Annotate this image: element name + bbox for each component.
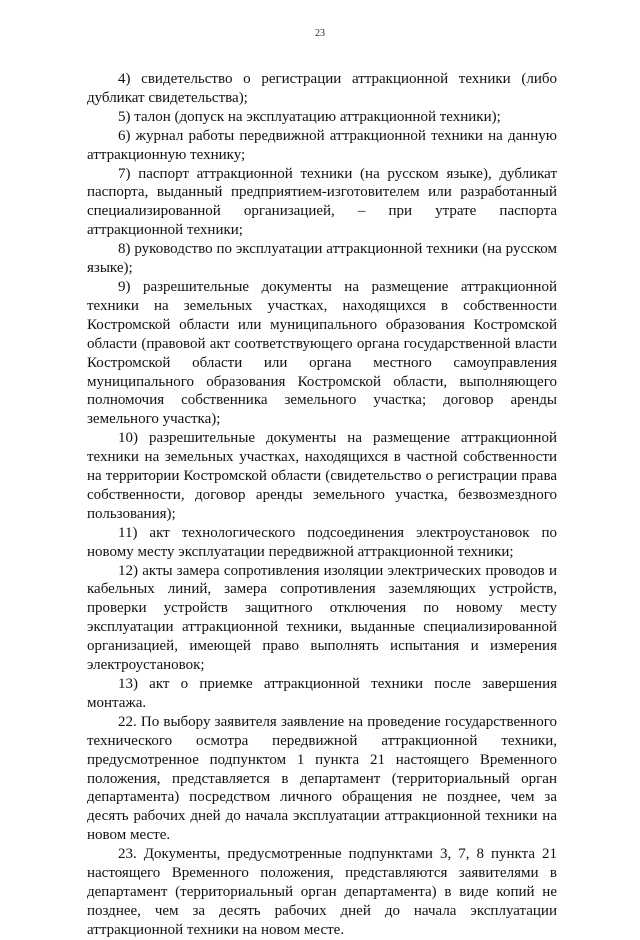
list-item-5-coupon: 5) талон (допуск на эксплуатацию аттракционной техники); <box>118 108 501 125</box>
document-body <box>87 70 557 940</box>
page-number: 23 <box>315 28 325 39</box>
list-item-8-manual: 8) руководство по эксплуатации аттракционной техники (на русском языке); <box>87 241 557 277</box>
list-item-10-permits-private-land: 10) разрешительные документы на размещение аттракционной техники на земельных участках, находящихся в частной собственности на территории Костромской области (свидетельство о регистрации права собственности, договор аренды земельного участка, безвозмездного пользования); <box>87 430 557 522</box>
clause-23: 23. Документы, предусмотренные подпунктами 3, 7, 8 пункта 21 настоящего Временного положения, представляются заявителями в департамент (территориальный орган департамента) в виде копий не позднее, чем за десять рабочих дней до начала эксплуатации аттракционной техники на новом месте. <box>87 846 557 938</box>
list-item-6-logbook: 6) журнал работы передвижной аттракционной техники на данную аттракционную технику; <box>87 127 557 163</box>
list-item-9-permits-public-land: 9) разрешительные документы на размещение аттракционной техники на земельных участках, находящихся в собственности Костромской области или муниципального образования Костромской области (правовой акт соответствующего органа государственной власти Костромской области или органа местного самоуправления муниципального образования Костромской области, выполняющего полномочия собственника земельного участка; договор аренды земельного участка); <box>87 278 557 428</box>
list-item-12-measurement-acts: 12) акты замера сопротивления изоляции электрических проводов и кабельных линий, замера сопротивления заземляющих устройств, проверки устройств защитного отключения по новому месту эксплуатации аттракционной техники, выданные специализированной организацией, имеющей право выполнять испытания и измерения электроустановок; <box>87 562 557 674</box>
list-item-11-connection-act: 11) акт технологического подсоединения электроустановок по новому месту эксплуатации передвижной аттракционной техники; <box>87 524 557 560</box>
list-item-13-acceptance-act: 13) акт о приемке аттракционной техники после завершения монтажа. <box>87 676 557 711</box>
clause-22: 22. По выбору заявителя заявление на проведение государственного технического осмотра передвижной аттракционной техники, предусмотренное подпунктом 1 пункта 21 настоящего Временного положения, представляется в департамент (территориальный орган департамента) посредством личного обращения не позднее, чем за десять рабочих дней до начала эксплуатации аттракционной техники на новом месте. <box>87 713 557 844</box>
list-item-4-certificate-registration: 4) свидетельство о регистрации аттракционной техники (либо дубликат свидетельства); <box>87 71 557 106</box>
list-item-7-passport: 7) паспорт аттракционной техники (на русском языке), дубликат паспорта, выданный предприятием-изготовителем или разработанный специализированной организацией, – при утрате паспорта аттракционной техники; <box>87 165 557 239</box>
